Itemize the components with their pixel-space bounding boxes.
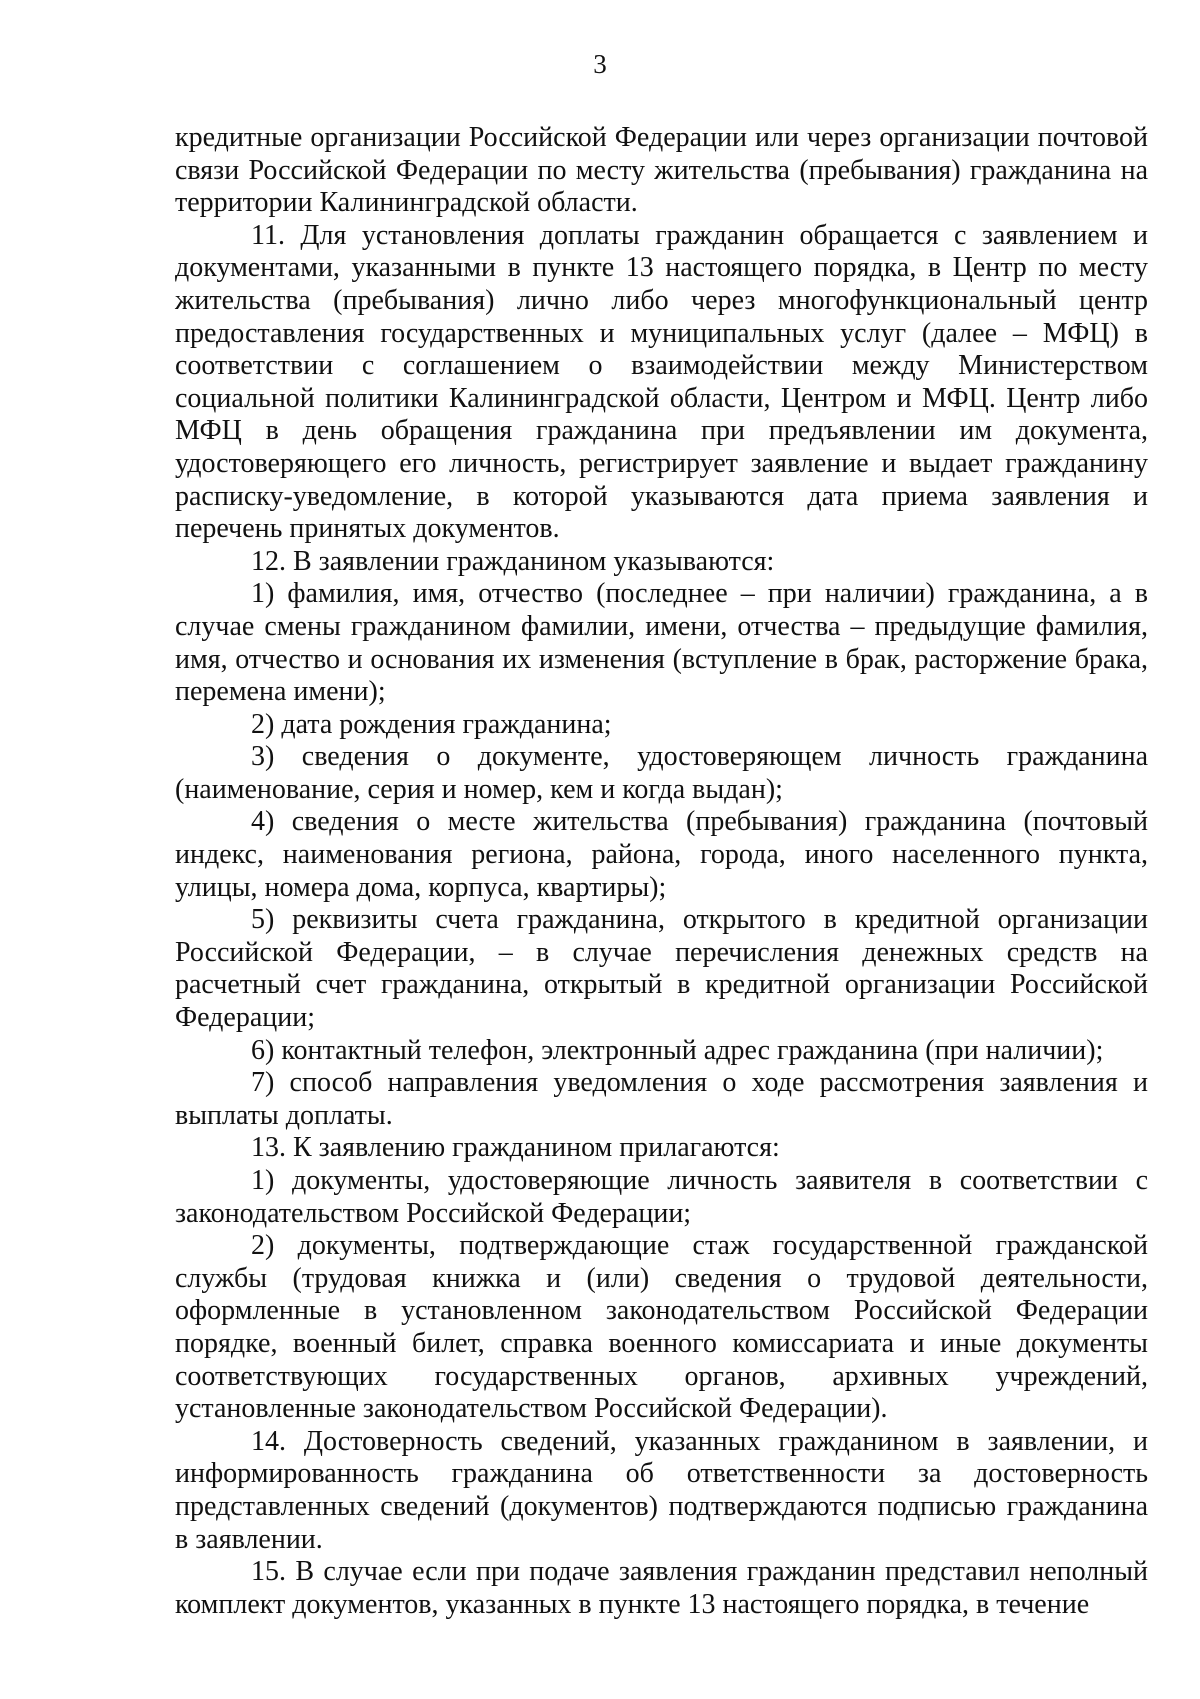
paragraph-12: 12. В заявлении гражданином указываются: <box>251 545 775 577</box>
list-item-12-1: 1) фамилия, имя, отчество (последнее – при наличии) гражданина, а в случае смены гражданином фамилии, имени, отчества – предыдущие фамилия, имя, отчество и основания их изменения (вступление в брак, расторжение брака, перемена имени); <box>175 578 1148 708</box>
list-item-12-6: 6) контактный телефон, электронный адрес гражданина (при наличии); <box>251 1034 1104 1066</box>
document-body <box>175 122 1148 1621</box>
paragraph-13: 13. К заявлению гражданином прилагаются: <box>251 1132 780 1164</box>
list-item-12-4: 4) сведения о месте жительства (пребывания) гражданина (почтовый индекс, наименования региона, района, города, иного населенного пункта, улицы, номера дома, корпуса, квартиры); <box>175 806 1148 903</box>
list-item-12-5: 5) реквизиты счета гражданина, открытого в кредитной организации Российской Федерации, – в случае перечисления денежных средств на расчетный счет гражданина, открытый в кредитной организации Российской Федерации; <box>175 904 1148 1034</box>
list-item-13-2: 2) документы, подтверждающие стаж государственной гражданской службы (трудовая книжка и (или) сведения о трудовой деятельности, оформленные в установленном законодательством Российской Федерации порядке, военный билет, справка военного комиссариата и иные документы соответствующих государственных органов, архивных учреждений, установленные законодательством Российской Федерации). <box>175 1230 1148 1425</box>
paragraph-14: 14. Достоверность сведений, указанных гражданином в заявлении, и информированность гражданина об ответственности за достоверность представленных сведений (документов) подтверждаются подписью гражданина в заявлении. <box>175 1425 1148 1555</box>
list-item-12-3: 3) сведения о документе, удостоверяющем личность гражданина (наименование, серия и номер, кем и когда выдан); <box>175 741 1148 805</box>
list-item-13-1: 1) документы, удостоверяющие личность заявителя в соответствии с законодательством Российской Федерации; <box>175 1165 1148 1229</box>
list-item-12-7: 7) способ направления уведомления о ходе рассмотрения заявления и выплаты доплаты. <box>175 1067 1148 1131</box>
paragraph-continuation: кредитные организации Российской Федерации или через организации почтовой связи Российской Федерации по месту жительства (пребывания) гражданина на территории Калининградской области. <box>175 122 1148 219</box>
list-item-12-2: 2) дата рождения гражданина; <box>251 708 612 740</box>
paragraph-15: 15. В случае если при подаче заявления гражданин представил неполный комплект документов, указанных в пункте 13 настоящего порядка, в течение <box>175 1556 1148 1620</box>
paragraph-11: 11. Для установления доплаты гражданин обращается с заявлением и документами, указанными в пункте 13 настоящего порядка, в Центр по месту жительства (пребывания) лично либо через многофункциональный центр предоставления государственных и муниципальных услуг (далее – МФЦ) в соответствии с соглашением о взаимодействии между Министерством социальной политики Калининградской области, Центром и МФЦ. Центр либо МФЦ в день обращения гражданина при предъявлении им документа, удостоверяющего его личность, регистрирует заявление и выдает гражданину расписку-уведомление, в которой указываются дата приема заявления и перечень принятых документов. <box>175 219 1148 545</box>
page-number: 3 <box>593 49 607 79</box>
